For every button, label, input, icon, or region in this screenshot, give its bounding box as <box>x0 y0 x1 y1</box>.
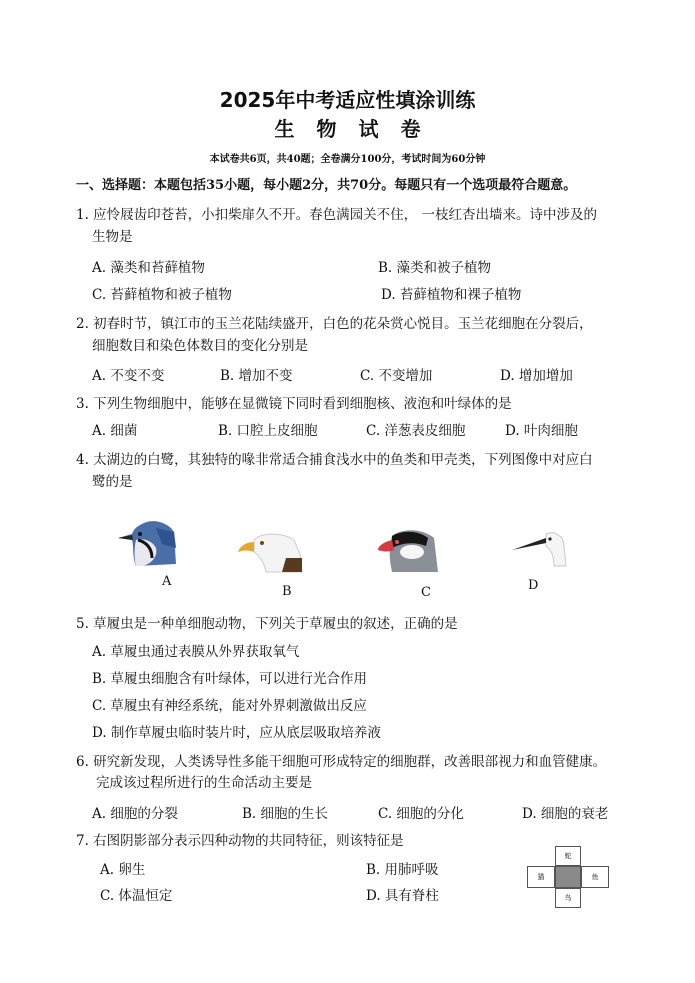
bird-image-d[interactable] <box>508 528 570 568</box>
q6-stem-line2: 完成该过程所进行的生命活动主要是 <box>96 775 312 791</box>
section-heading: 一、选择题：本题包括35小题，每小题2分，共70分。每题只有一个选项最符合题意。 <box>76 178 577 193</box>
exam-subtitle: 生物试卷 <box>274 117 443 141</box>
q5-option-c[interactable]: C. 草履虫有神经系统，能对外界刺激做出反应 <box>92 698 367 714</box>
q2-option-b[interactable]: B. 增加不变 <box>220 368 293 384</box>
q3-option-b[interactable]: B. 口腔上皮细胞 <box>218 423 318 439</box>
q2-stem-line1: 2. 初春时节，镇江市的玉兰花陆续盛开，白色的花朵赏心悦目。玉兰花细胞在分裂后， <box>76 316 593 332</box>
q7-fig-top: 蛇 <box>555 846 581 866</box>
bird-image-c[interactable] <box>372 526 442 574</box>
q5-option-a[interactable]: A. 草履虫通过表膜从外界获取氧气 <box>92 644 300 660</box>
q5-stem: 5. 草履虫是一种单细胞动物，下列关于草履虫的叙述，正确的是 <box>76 616 458 632</box>
bird-label-a: A <box>162 574 172 589</box>
bird-label-c: C <box>421 585 431 600</box>
q2-option-a[interactable]: A. 不变不变 <box>92 368 165 384</box>
q3-option-c[interactable]: C. 洋葱表皮细胞 <box>366 423 466 439</box>
bird-image-b[interactable] <box>236 528 304 574</box>
q7-fig-right: 鱼 <box>581 866 609 888</box>
q7-option-b[interactable]: B. 用肺呼吸 <box>366 862 439 878</box>
q1-stem-line2: 生物是 <box>92 229 133 245</box>
q5-option-b[interactable]: B. 草履虫细胞含有叶绿体，可以进行光合作用 <box>92 671 368 687</box>
q3-option-a[interactable]: A. 细菌 <box>92 423 138 439</box>
q3-stem: 3. 下列生物细胞中，能够在显微镜下同时看到细胞核、液泡和叶绿体的是 <box>76 396 512 412</box>
q2-option-d[interactable]: D. 增加增加 <box>500 368 573 384</box>
q1-stem-line1: 1. 应怜屐齿印苍苔，小扣柴扉久不开。春色满园关不住， 一枝红杏出墙来。诗中涉及的 <box>76 207 597 223</box>
q4-stem-line2: 鹭的是 <box>92 474 133 490</box>
q6-option-b[interactable]: B. 细胞的生长 <box>242 806 329 822</box>
bird-image-a[interactable] <box>112 518 180 568</box>
q7-fig-left: 猫 <box>527 866 555 888</box>
q2-stem-line2: 细胞数目和染色体数目的变化分别是 <box>92 338 308 354</box>
q7-option-d[interactable]: D. 具有脊柱 <box>366 888 439 904</box>
q1-option-a[interactable]: A. 藻类和苔藓植物 <box>92 260 205 276</box>
q3-option-d[interactable]: D. 叶肉细胞 <box>505 423 578 439</box>
q7-fig-shaded-center <box>555 866 581 888</box>
q6-option-c[interactable]: C. 细胞的分化 <box>378 806 464 822</box>
q7-option-a[interactable]: A. 卵生 <box>100 862 146 878</box>
q6-option-a[interactable]: A. 细胞的分裂 <box>92 806 178 822</box>
q1-option-d[interactable]: D. 苔藓植物和裸子植物 <box>381 287 522 303</box>
q1-option-c[interactable]: C. 苔藓植物和被子植物 <box>92 287 232 303</box>
q1-option-b[interactable]: B. 藻类和被子植物 <box>378 260 492 276</box>
q6-option-d[interactable]: D. 细胞的衰老 <box>522 806 609 822</box>
q7-option-c[interactable]: C. 体温恒定 <box>100 888 173 904</box>
q7-stem: 7. 右图阴影部分表示四种动物的共同特征，则该特征是 <box>76 833 404 849</box>
exam-note: 本试卷共6页，共40题；全卷满分100分，考试时间为60分钟 <box>209 154 486 165</box>
q2-option-c[interactable]: C. 不变增加 <box>360 368 433 384</box>
bird-label-d: D <box>528 578 539 593</box>
q6-stem-line1: 6. 研究新发现，人类诱导性多能干细胞可形成特定的细胞群，改善眼部视力和血管健康。 <box>76 754 607 770</box>
q5-option-d[interactable]: D. 制作草履虫临时装片时，应从底层吸取培养液 <box>92 725 381 741</box>
bird-label-b: B <box>282 584 292 599</box>
q4-stem-line1: 4. 太湖边的白鹭，其独特的喙非常适合捕食浅水中的鱼类和甲壳类，下列图像中对应白 <box>76 452 593 468</box>
q7-fig-bottom: 鸟 <box>555 888 581 908</box>
exam-title: 2025年中考适应性填涂训练 <box>219 88 476 112</box>
